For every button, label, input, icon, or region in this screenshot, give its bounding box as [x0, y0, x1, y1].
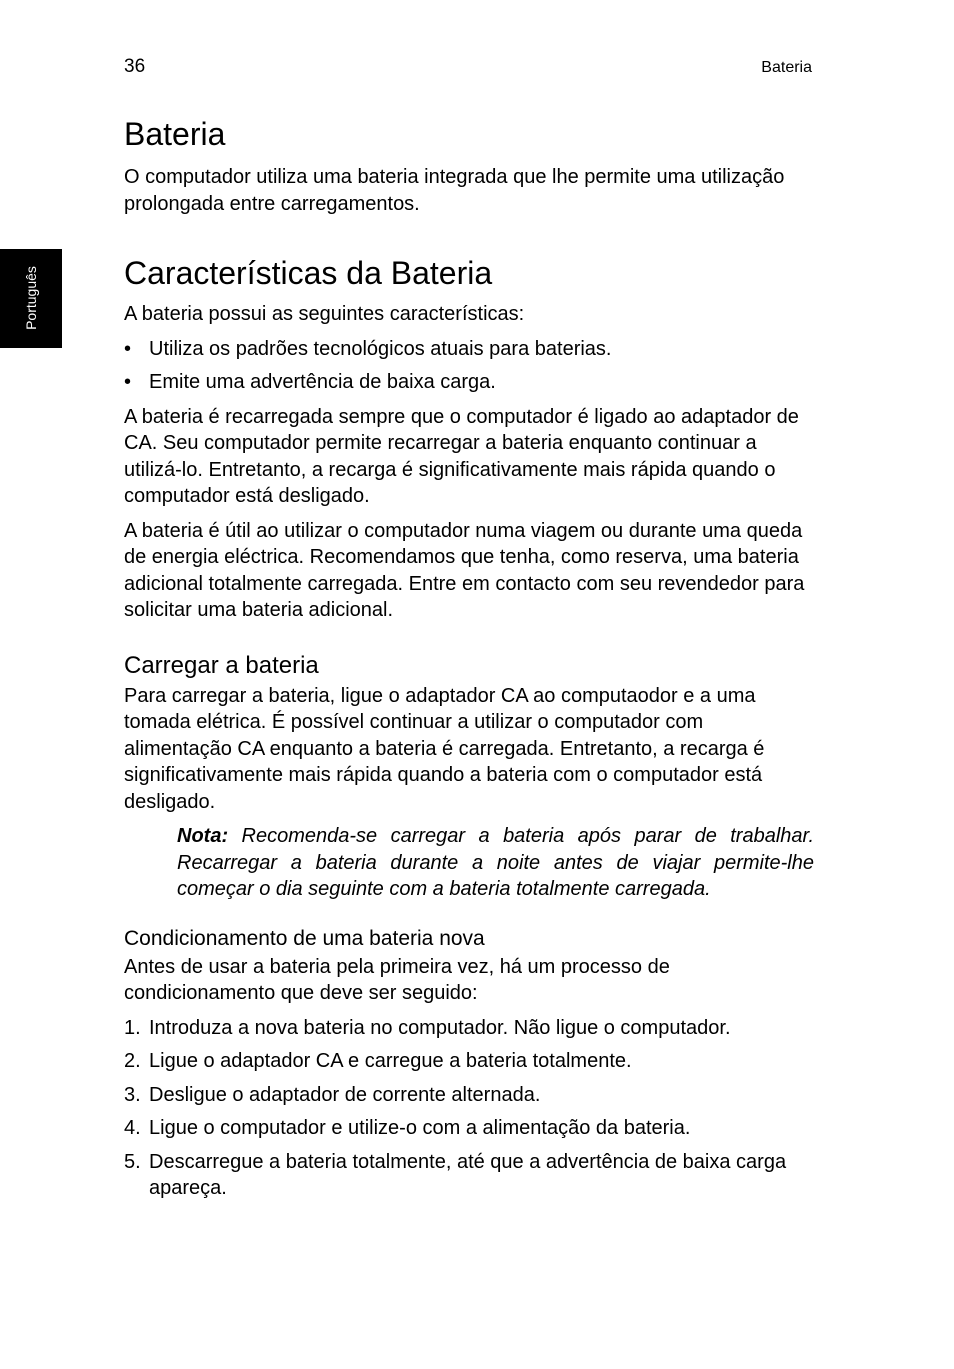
list-item-text: Emite uma advertência de baixa carga. — [149, 371, 496, 393]
step-text: Ligue o adaptador CA e carregue a bateria totalmente. — [149, 1050, 632, 1073]
charging-heading: Carregar a bateria — [124, 651, 319, 679]
list-item — [124, 1048, 814, 1075]
note-text: Recomenda-se carregar a bateria após parar de trabalhar. Recarregar a bateria durante a noite antes de viajar permite-lhe começar o dia seguinte com a bateria totalmente carregada. — [177, 825, 814, 901]
features-paragraph-recharge: A bateria é recarregada sempre que o computador é ligado ao adaptador de CA. Seu computador permite recarregar a bateria enquanto continuar a utilizá-lo. Entretanto, a recarga é significativamente mais rápida quando o computador está desligado. — [124, 405, 799, 507]
list-item — [124, 1149, 814, 1202]
step-number: 2. — [124, 1050, 141, 1073]
step-text: Desligue o adaptador de corrente alternada. — [149, 1083, 541, 1106]
features-list — [124, 336, 814, 396]
bullet-icon: • — [124, 371, 132, 393]
charging-paragraph: Para carregar a bateria, ligue o adaptador CA ao computaodor e a uma tomada elétrica. É possível continuar a utilizar o computador com alimentação CA enquanto a bateria é carregada. Entretanto, a recarga é significativamente mais rápida quando a bateria com o computador está desligado. — [124, 684, 765, 813]
list-item-text: Utiliza os padrões tecnológicos atuais para baterias. — [149, 337, 612, 360]
features-paragraph-travel: A bateria é útil ao utilizar o computador numa viagem ou durante uma queda de energia eléctrica. Recomendamos que tenha, como reserva, uma bateria adicional totalmente carregada. Entre em contacto com seu revendedor para solicitar uma bateria adicional. — [124, 519, 805, 621]
step-text: Descarregue a bateria totalmente, até que a advertência de baixa carga apareça. — [149, 1150, 787, 1200]
running-header: Bateria — [761, 59, 812, 76]
step-text: Introduza a nova bateria no computador. Não ligue o computador. — [149, 1016, 731, 1039]
conditioning-heading: Condicionamento de uma bateria nova — [124, 926, 485, 950]
list-item — [124, 369, 814, 396]
page-number: 36 — [124, 56, 146, 77]
step-number: 3. — [124, 1083, 141, 1106]
language-tab-label: Português — [23, 266, 39, 330]
conditioning-steps — [124, 1015, 814, 1202]
step-number: 1. — [124, 1016, 141, 1039]
bullet-icon: • — [124, 337, 132, 360]
list-item — [124, 1015, 814, 1042]
list-item — [124, 1115, 814, 1142]
page-title: Bateria — [124, 116, 226, 152]
step-number: 5. — [124, 1150, 141, 1173]
features-heading: Características da Bateria — [124, 255, 493, 291]
page-content — [124, 114, 814, 1210]
note-label: Nota: — [177, 825, 229, 848]
list-item — [124, 336, 814, 363]
step-text: Ligue o computador e utilize-o com a alimentação da bateria. — [149, 1117, 691, 1140]
step-number: 4. — [124, 1117, 141, 1140]
list-item — [124, 1082, 814, 1109]
language-tab — [0, 249, 62, 348]
conditioning-lead: Antes de usar a bateria pela primeira vez, há um processo de condicionamento que deve ser seguido: — [124, 955, 670, 1005]
charging-note — [177, 823, 814, 903]
features-lead: A bateria possui as seguintes características: — [124, 303, 525, 325]
intro-paragraph: O computador utiliza uma bateria integrada que lhe permite uma utilização prolongada entre carregamentos. — [124, 166, 785, 215]
